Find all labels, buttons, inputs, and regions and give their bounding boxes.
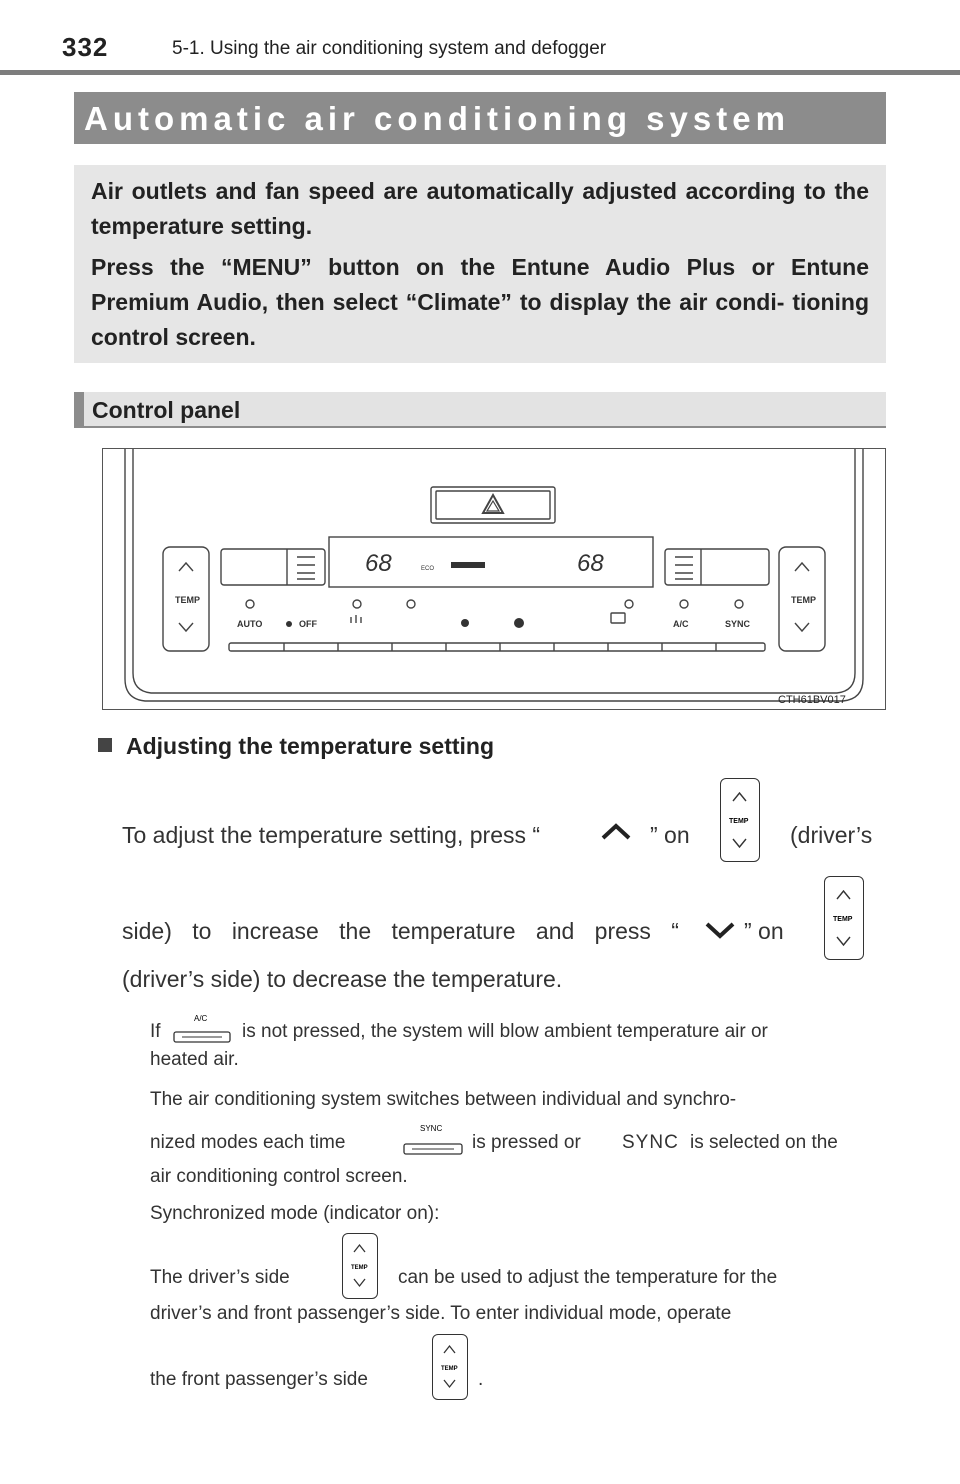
figure-code: CTH61BV017 <box>778 694 846 706</box>
intro-paragraph-1: Air outlets and fan speed are automatically adjusted according to the temperature setting. <box>91 178 869 239</box>
panel-fan-bars <box>451 562 485 568</box>
note4-e: . <box>478 1369 484 1390</box>
sync-screen-label: SYNC <box>622 1132 679 1153</box>
panel-ac: A/C <box>673 619 689 629</box>
temp-label: TEMP <box>441 1366 458 1372</box>
ac-button-icon <box>172 1012 232 1046</box>
panel-off: OFF <box>299 619 317 629</box>
adjust-line2-a: side) to increase the temperature and press “ <box>122 918 679 944</box>
panel-temp-label-right: TEMP <box>791 595 817 605</box>
driver-temp-button-icon-2 <box>824 876 864 960</box>
note2-d: is selected on the <box>690 1132 838 1153</box>
subsection-title: Control panel <box>92 397 241 423</box>
driver-temp-button-icon <box>720 778 760 862</box>
note4-b: can be used to adjust the temperature for the <box>398 1267 778 1288</box>
panel-temp-left: 68 <box>365 550 392 577</box>
note3: Synchronized mode (indicator on): <box>150 1203 440 1224</box>
panel-auto: AUTO <box>237 619 263 629</box>
chevron-down-icon <box>703 920 737 940</box>
note2-a: The air conditioning system switches between individual and synchro- <box>150 1089 737 1110</box>
control-panel-figure <box>102 448 886 710</box>
note1-c: heated air. <box>150 1049 239 1070</box>
chevron-up-icon <box>599 822 633 842</box>
panel-temp-label-left: TEMP <box>175 595 201 605</box>
chapter-title: 5-1. Using the air conditioning system and defogger <box>172 38 607 59</box>
temp-label: TEMP <box>729 818 749 825</box>
driver-temp-button-small-icon <box>342 1233 378 1299</box>
panel-fan-high-icon <box>514 618 524 628</box>
panel-sync: SYNC <box>725 619 751 629</box>
note2-b: nized modes each time <box>150 1132 346 1153</box>
adjust-heading: Adjusting the temperature setting <box>126 733 495 759</box>
square-bullet-icon <box>98 735 118 755</box>
note1-b: is not pressed, the system will blow ambient temperature air or <box>242 1021 768 1042</box>
panel-fan-low-icon <box>461 619 469 627</box>
passenger-temp-button-small-icon <box>432 1334 468 1400</box>
temp-label: TEMP <box>351 1265 368 1271</box>
page-number: 332 <box>62 32 109 62</box>
panel-fan-icon <box>286 621 292 627</box>
note1-a: If <box>150 1021 161 1042</box>
adjust-line2-b: ” on <box>744 918 784 944</box>
note4-a: The driver’s side <box>150 1267 290 1288</box>
panel-eco: ECO <box>421 566 435 572</box>
section-title: Automatic air conditioning system <box>84 100 790 137</box>
adjust-line1-b: ” on <box>650 822 690 848</box>
intro-paragraph-2: Press the “MENU” button on the Entune Audio Plus or Entune Premium Audio, then select “Climate” to display the air condi- tioning control screen. <box>91 254 869 350</box>
control-panel-illustration <box>103 449 885 709</box>
ac-label: A/C <box>194 1014 208 1023</box>
panel-temp-right: 68 <box>577 550 604 577</box>
note4-d: the front passenger’s side <box>150 1369 368 1390</box>
header-rule <box>0 70 960 75</box>
note2-c: is pressed or <box>472 1132 581 1153</box>
note4-c: driver’s and front passenger’s side. To enter individual mode, operate <box>150 1303 732 1324</box>
adjust-line1-c: (driver’s <box>790 822 873 848</box>
adjust-line1-a: To adjust the temperature setting, press “ <box>122 822 541 848</box>
adjust-line3: (driver’s side) to decrease the temperature. <box>122 966 563 992</box>
temp-label: TEMP <box>833 916 853 923</box>
sync-label: SYNC <box>420 1124 443 1133</box>
note2-e: air conditioning control screen. <box>150 1166 408 1187</box>
sync-button-icon <box>402 1122 464 1158</box>
